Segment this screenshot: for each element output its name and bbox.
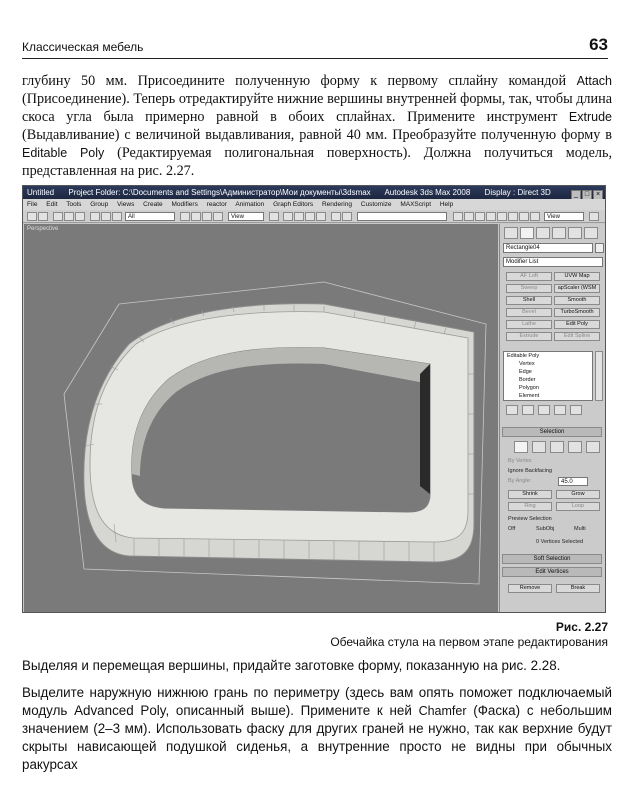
undo-icon[interactable]	[27, 212, 37, 221]
preview-selection-label: Preview Selection	[508, 516, 552, 522]
render-frame-icon[interactable]	[508, 212, 518, 221]
stack-item-polygon[interactable]: Polygon	[519, 385, 539, 391]
menu-views[interactable]: Views	[117, 201, 135, 208]
stack-item-element[interactable]: Element	[519, 393, 540, 399]
modifier-button-mapscaler[interactable]: apScaler (WSM	[554, 284, 600, 293]
link-icon[interactable]	[53, 212, 63, 221]
pin-stack-icon[interactable]	[506, 405, 518, 415]
menu-maxscript[interactable]: MAXScript	[400, 201, 432, 208]
app-titlebar	[23, 186, 605, 199]
rollout-edit-vertices[interactable]: Edit Vertices	[502, 567, 602, 577]
border-mode-icon[interactable]	[550, 441, 564, 453]
modifier-button-extrude[interactable]: Extrude	[506, 332, 552, 341]
modifier-stack[interactable]	[503, 351, 593, 401]
modify-tab-icon[interactable]	[520, 227, 534, 239]
modifier-button-turbosmooth[interactable]: TurboSmooth	[554, 308, 600, 317]
para3-text-2: (Фаска) с небольшим значением (2–3 мм). Использовать фаску для других граней не нужно, так как верхние будут скрыты нависающей подушкой сиденья, а внутренние просто не видны при обычных ракурсах	[22, 703, 612, 772]
modifier-button-af-loft[interactable]: AF Loft	[506, 272, 552, 281]
select-manipulate-icon[interactable]	[213, 212, 223, 221]
para1-text-3: (Выдавливание) с величиной выдавливания, равной 40 мм. Преобразуйте полученную форму в	[22, 127, 612, 143]
header-rule	[22, 58, 608, 59]
para1-text-2: (Присоединение). Теперь отредактируйте нижние вершины внутренней формы, так, чтобы длина скоса угла была примерно равной в обоих сплайнах. Примените инструмент	[22, 91, 612, 125]
menu-group[interactable]: Group	[90, 201, 109, 208]
utilities-tab-icon[interactable]	[584, 227, 598, 239]
page-number: 63	[589, 35, 608, 54]
modifier-button-bevel[interactable]: Bevel	[506, 308, 552, 317]
preview-off-radio[interactable]: Off	[508, 526, 516, 532]
show-end-result-icon[interactable]	[522, 405, 534, 415]
running-head-section: Классическая мебель	[22, 40, 144, 54]
modifier-list-select[interactable]: Modifier List	[503, 257, 603, 267]
axis-y-icon[interactable]	[294, 212, 304, 221]
select-by-name-icon[interactable]	[101, 212, 111, 221]
menu-rendering[interactable]: Rendering	[321, 201, 352, 208]
modifier-button-smooth[interactable]: Smooth	[554, 296, 600, 305]
stack-scrollbar[interactable]	[595, 351, 603, 401]
stack-item-border[interactable]: Border	[519, 377, 536, 383]
layer-manager-icon[interactable]	[453, 212, 463, 221]
display-tab-icon[interactable]	[568, 227, 582, 239]
angle-spinner[interactable]: 45.0	[558, 477, 588, 486]
selection-status: 0 Vertices Selected	[536, 539, 584, 545]
menu-bar	[23, 199, 605, 210]
app-name: Autodesk 3ds Max 2008	[384, 188, 471, 197]
configure-sets-icon[interactable]	[570, 405, 582, 415]
render-setup-icon[interactable]	[497, 212, 507, 221]
command-attach: Attach	[576, 74, 612, 88]
command-chamfer: Chamfer	[418, 704, 467, 718]
render-production-icon[interactable]	[589, 212, 599, 221]
menu-file[interactable]: File	[27, 201, 38, 208]
maximize-icon[interactable]: □	[582, 190, 592, 200]
paragraph-shape: Выделяя и перемещая вершины, придайте заготовке форму, показанную на рис. 2.28.	[22, 658, 561, 673]
modifier-button-edit-spline[interactable]: Edit Spline	[554, 332, 600, 341]
vertex-mode-icon[interactable]	[514, 441, 528, 453]
grow-button[interactable]: Grow	[556, 490, 600, 499]
remove-button[interactable]: Remove	[508, 584, 552, 593]
minimize-icon[interactable]: _	[571, 190, 581, 200]
render-view-select[interactable]: View	[544, 212, 584, 221]
ring-button[interactable]: Ring	[508, 502, 552, 511]
menu-edit[interactable]: Edit	[46, 201, 58, 208]
menu-modifiers[interactable]: Modifiers	[171, 201, 198, 208]
polygon-mode-icon[interactable]	[568, 441, 582, 453]
rollout-selection[interactable]: Selection	[502, 427, 602, 437]
move-icon[interactable]	[180, 212, 190, 221]
menu-create[interactable]: Create	[143, 201, 163, 208]
model-render	[24, 224, 498, 613]
make-unique-icon[interactable]	[538, 405, 550, 415]
close-icon[interactable]: ×	[593, 190, 603, 200]
select-icon[interactable]	[90, 212, 100, 221]
modifier-button-sweep[interactable]: Sweep	[506, 284, 552, 293]
by-vertex-checkbox[interactable]: By Vertex	[508, 458, 532, 464]
project-folder: Project Folder: C:\Documents and Settings\Администратор\Мои документы\3dsmax	[68, 188, 371, 197]
viewport-label[interactable]: Perspective	[27, 226, 59, 232]
main-toolbar	[23, 210, 605, 223]
paragraph-intro	[22, 72, 612, 180]
pivot-icon[interactable]	[269, 212, 279, 221]
mirror-icon[interactable]	[331, 212, 341, 221]
figure-number: Рис. 2.27	[555, 620, 608, 634]
axis-xy-icon[interactable]	[316, 212, 326, 221]
command-editable-poly: Editable Poly	[22, 146, 105, 160]
axis-x-icon[interactable]	[283, 212, 293, 221]
command-extrude: Extrude	[568, 110, 612, 124]
by-angle-checkbox[interactable]: By Angle:	[508, 478, 532, 484]
menu-tools[interactable]: Tools	[66, 201, 82, 208]
stack-item-vertex[interactable]: Vertex	[519, 361, 535, 367]
modifier-button-edit-poly[interactable]: Edit Poly	[554, 320, 600, 329]
rect-select-icon[interactable]	[112, 212, 122, 221]
material-editor-icon[interactable]	[486, 212, 496, 221]
command-panel	[499, 224, 606, 613]
modifier-button-shell[interactable]: Shell	[506, 296, 552, 305]
paragraph-chamfer	[22, 684, 612, 774]
running-head	[22, 35, 608, 56]
edge-mode-icon[interactable]	[532, 441, 546, 453]
menu-help[interactable]: Help	[439, 201, 454, 208]
hierarchy-tab-icon[interactable]	[536, 227, 550, 239]
display-mode: Display : Direct 3D	[484, 188, 551, 197]
unlink-icon[interactable]	[64, 212, 74, 221]
bind-spacewarp-icon[interactable]	[75, 212, 85, 221]
curve-editor-icon[interactable]	[464, 212, 474, 221]
ring-dark-edge	[420, 364, 430, 494]
quick-render-icon[interactable]	[519, 212, 529, 221]
rollout-soft-selection[interactable]: Soft Selection	[502, 554, 602, 564]
para1-text-1: глубину 50 мм. Присоедините полученную форму к первому сплайну командой	[22, 73, 577, 89]
object-name-field[interactable]: Rectangle04	[503, 243, 593, 253]
break-button[interactable]: Break	[556, 584, 600, 593]
menu-animation[interactable]: Animation	[235, 201, 265, 208]
element-mode-icon[interactable]	[586, 441, 600, 453]
stack-root[interactable]: Editable Poly	[507, 353, 540, 359]
schematic-view-icon[interactable]	[475, 212, 485, 221]
menu-reactor[interactable]: reactor	[206, 201, 227, 208]
menu-graph-editors[interactable]: Graph Editors	[273, 201, 314, 208]
preview-multi-radio[interactable]: Multi	[574, 526, 586, 532]
align-icon[interactable]	[342, 212, 352, 221]
modifier-button-lathe[interactable]: Lathe	[506, 320, 552, 329]
named-selection-select[interactable]	[357, 212, 447, 221]
render-type-icon[interactable]	[530, 212, 540, 221]
para1-text-4: (Редактируемая полигональная поверхность). Должна получиться модель, представленная на рис. 2.27.	[22, 145, 612, 179]
stack-item-edge[interactable]: Edge	[519, 369, 532, 375]
scale-icon[interactable]	[202, 212, 212, 221]
figure-caption: Обечайка стула на первом этапе редактирования	[330, 635, 608, 649]
rotate-icon[interactable]	[191, 212, 201, 221]
object-color-swatch[interactable]	[595, 243, 604, 253]
selection-filter-select[interactable]: All	[125, 212, 175, 221]
para3-text-1: Выделите наружную нижнюю грань по периметру (здесь вам опять поможет подключаемый модуль Advanced Poly, описанный выше). Примените к ней	[22, 685, 612, 718]
redo-icon[interactable]	[38, 212, 48, 221]
motion-tab-icon[interactable]	[552, 227, 566, 239]
loop-button[interactable]: Loop	[556, 502, 600, 511]
shrink-button[interactable]: Shrink	[508, 490, 552, 499]
menu-customize[interactable]: Customize	[360, 201, 392, 208]
modifier-button-uvw-map[interactable]: UVW Map	[554, 272, 600, 281]
figure-screenshot	[22, 185, 606, 613]
reference-coord-select[interactable]: View	[228, 212, 264, 221]
create-tab-icon[interactable]	[504, 227, 518, 239]
window-title: Untitled	[27, 188, 55, 197]
axis-z-icon[interactable]	[305, 212, 315, 221]
ignore-backfacing-checkbox[interactable]: Ignore Backfacing	[508, 468, 553, 474]
preview-subobj-radio[interactable]: SubObj	[536, 526, 555, 532]
remove-modifier-icon[interactable]	[554, 405, 566, 415]
perspective-viewport[interactable]	[24, 224, 498, 613]
